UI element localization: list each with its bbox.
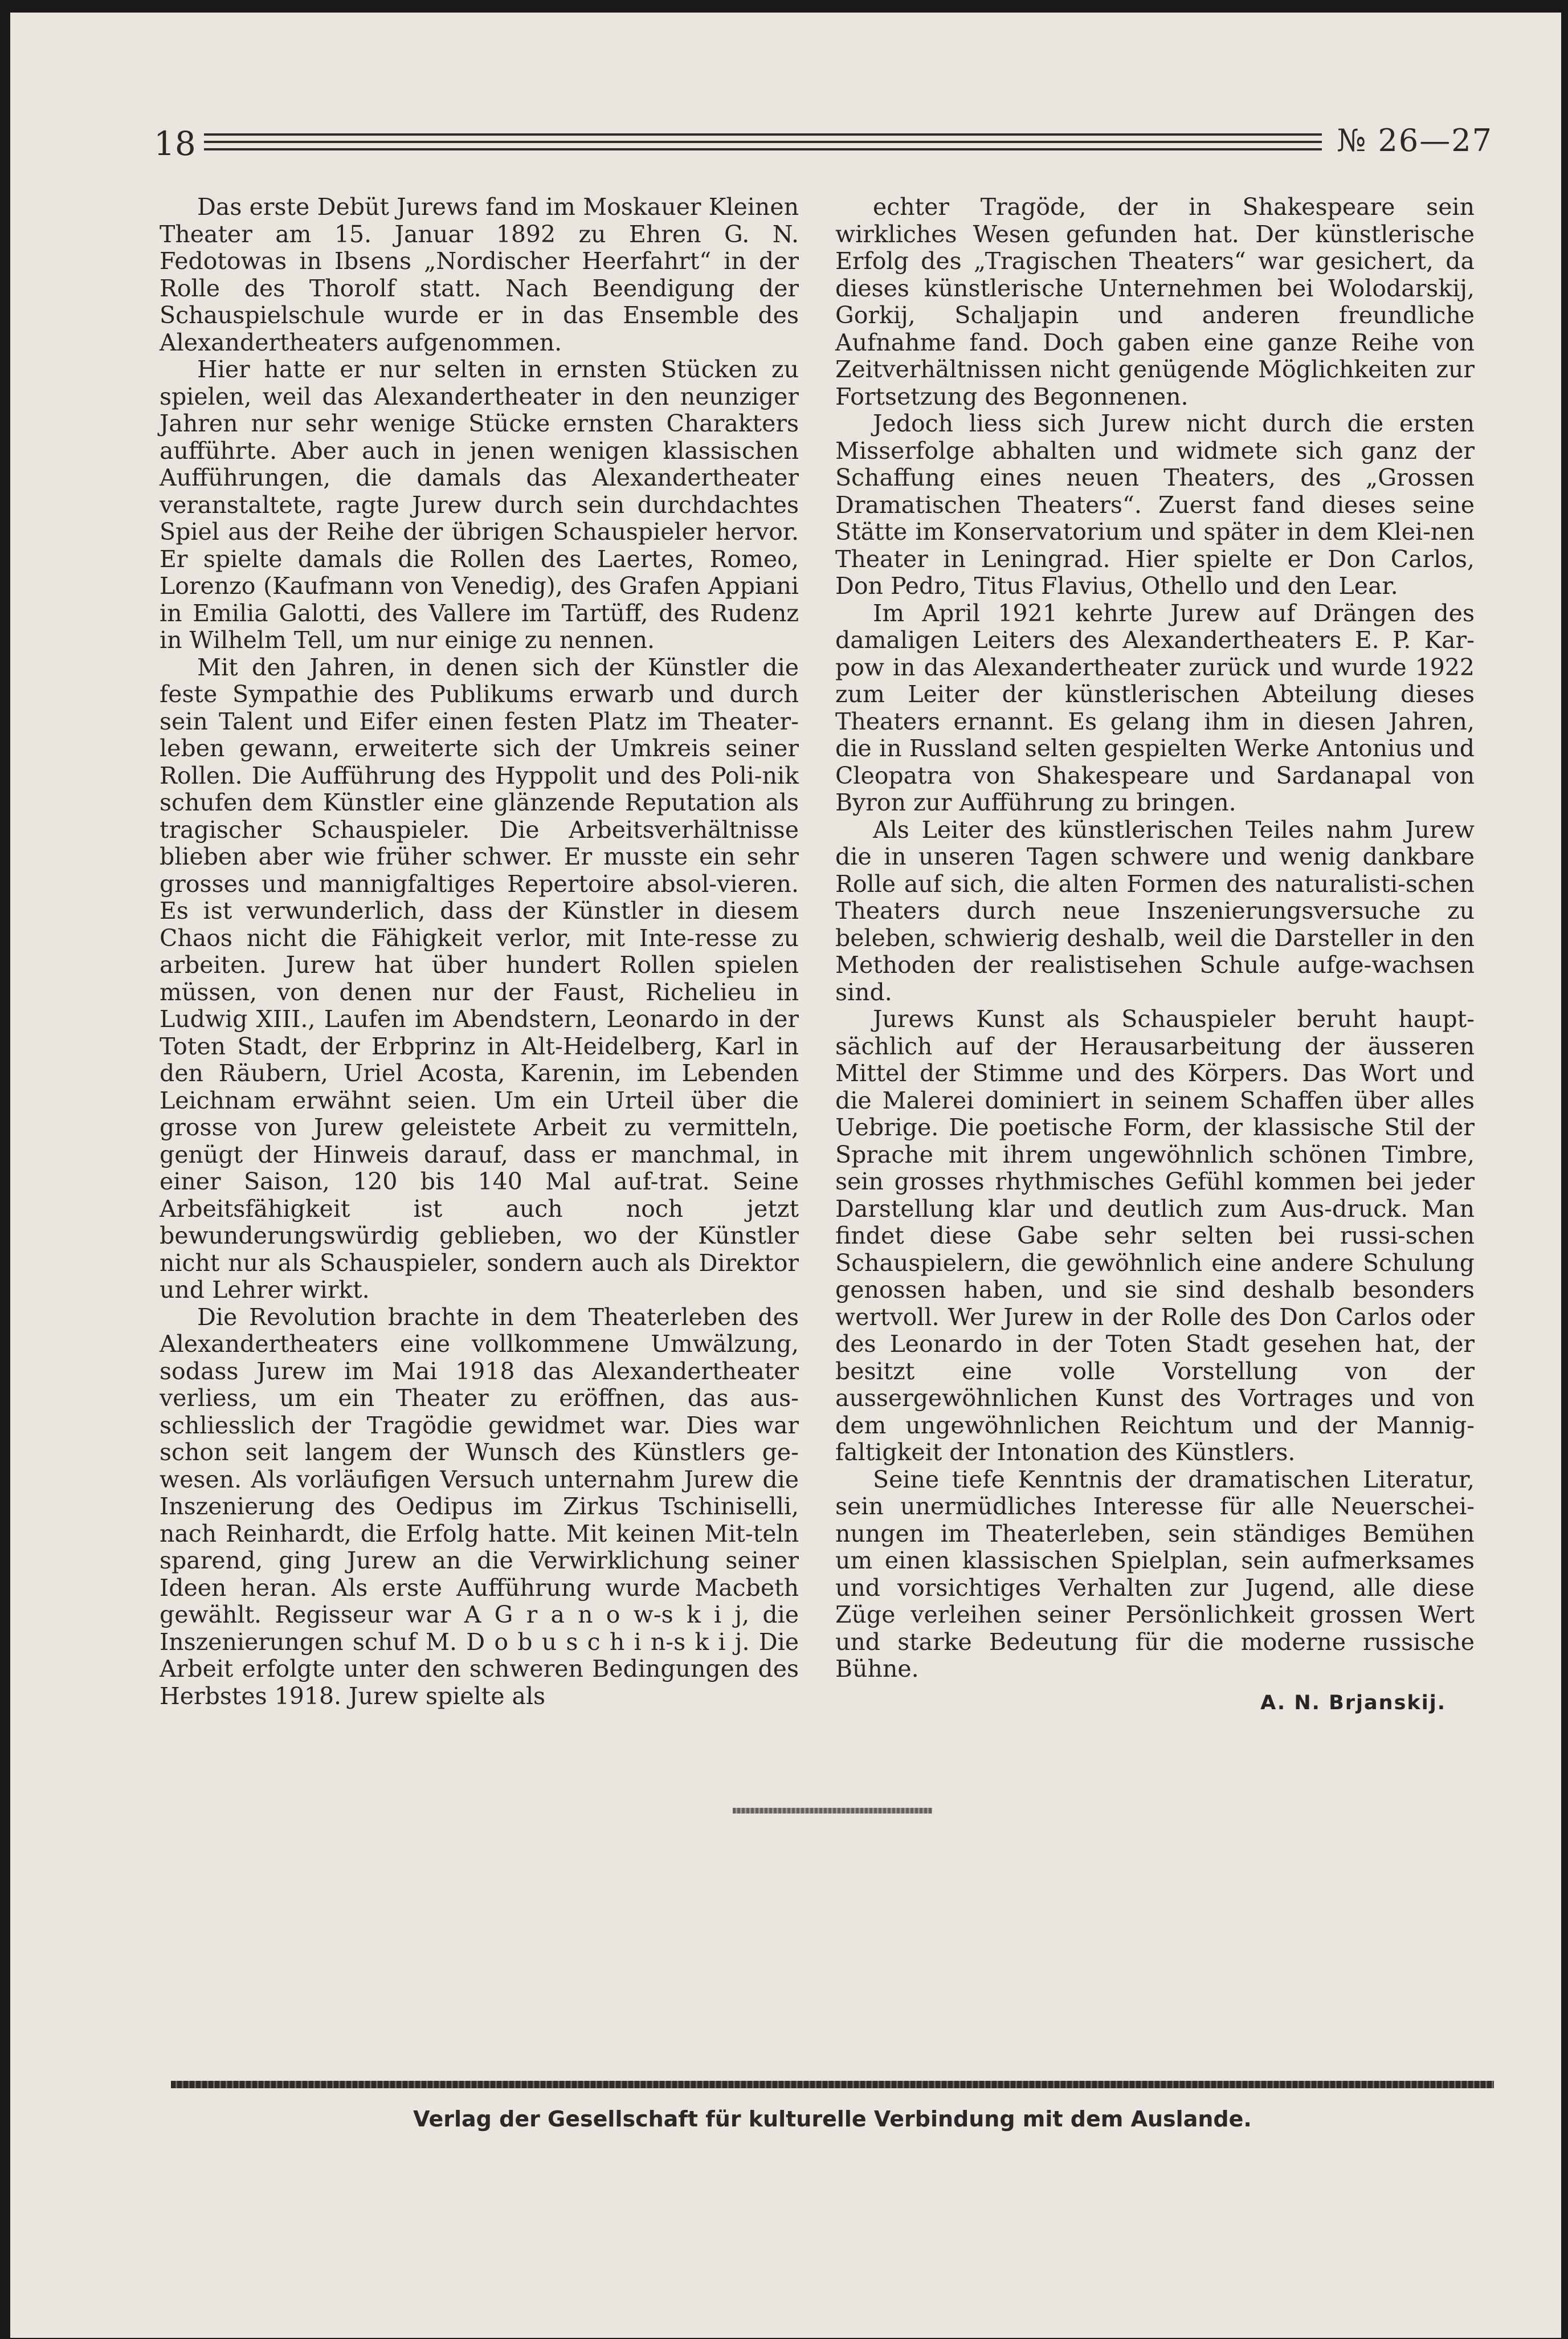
paragraph: Das erste Debüt Jurews fand im Moskauer Kleinen Theater am 15. Januar 1892 zu Ehren G. N. Fedotowas in Ibsens „Nordischer Heerfahrt“ in der Rolle des Thorolf statt. Nach Beendigung der Schauspielschule wurde er in das Ensemble des Alexandertheaters aufgenommen. — [160, 193, 799, 356]
page-number: 18 — [154, 124, 196, 163]
author-signature: A. N. Brjanskij. — [1260, 1691, 1446, 1714]
page-header — [154, 121, 1493, 166]
paragraph: Mit den Jahren, in denen sich der Künstler die feste Sympathie des Publikums erwarb und durch sein Talent und Eifer einen festen Platz im Theater-leben gewann, erweiterte sich der Umkreis seiner Rollen. Die Aufführung des Hyppolit und des Poli-nik schufen dem Künstler eine glänzende Reputation als tragischer Schauspieler. Die Arbeitsverhältnisse blieben aber wie früher schwer. Er musste ein sehr grosses und mannigfaltiges Repertoire absol-vieren. Es ist verwunderlich, dass der Künstler in diesem Chaos nicht die Fähigkeit verlor, mit Inte-resse zu arbeiten. Jurew hat über hundert Rollen spielen müssen, von denen nur der Faust, Richelieu in Ludwig XIII., Laufen im Abendstern, Leonardo in der Toten Stadt, der Erbprinz in Alt-Heidelberg, Karl in den Räubern, Uriel Acosta, Karenin, im Lebenden Leichnam erwähnt seien. Um ein Urteil über die grosse von Jurew geleistete Arbeit zu vermitteln, genügt der Hinweis darauf, dass er manchmal, in einer Saison, 120 bis 140 Mal auf-trat. Seine Arbeitsfähigkeit ist auch noch jetzt bewunderungswürdig geblieben, wo der Künstler nicht nur als Schauspieler, sondern auch als Direktor und Lehrer wirkt. — [160, 653, 799, 1303]
footer-rule — [171, 2081, 1494, 2088]
paragraph: Als Leiter des künstlerischen Teiles nahm Jurew die in unseren Tagen schwere und wenig dankbare Rolle auf sich, die alten Formen des naturalisti-schen Theaters durch neue Inszenierungsversuche zu beleben, schwierig deshalb, weil die Darsteller in den Methoden der realistisehen Schule aufge-wachsen sind. — [835, 816, 1475, 1006]
publisher-footer: Verlag der Gesellschaft für kulturelle Verbindung mit dem Auslande. — [413, 2106, 1252, 2132]
left-column — [160, 194, 799, 1710]
issue-number: № 26—27 — [1337, 123, 1493, 158]
document-page — [10, 13, 1561, 2338]
paragraph: Die Revolution brachte in dem Theaterleben des Alexandertheaters eine vollkommene Umwälzung, sodass Jurew im Mai 1918 das Alexandertheater verliess, um ein Theater zu eröffnen, das aus-schliesslich der Tragödie gewidmet war. Dies war schon seit langem der Wunsch des Künstlers ge-wesen. Als vorläufigen Versuch unternahm Jurew die Inszenierung des Oedipus im Zirkus Tschiniselli, nach Reinhardt, die Erfolg hatte. Mit keinen Mit-teln sparend, ging Jurew an die Verwirklichung seiner Ideen heran. Als erste Aufführung wurde Macbeth gewählt. Regisseur war A G r a n o w-s k i j, die Inszenierungen schuf M. D o b u s c h i n-s k i j. Die Arbeit erfolgte unter den schweren Bedingungen des Herbstes 1918. Jurew spielte als — [160, 1303, 799, 1710]
paragraph: echter Tragöde, der in Shakespeare sein wirkliches Wesen gefunden hat. Der künstlerische Erfolg des „Tragischen Theaters“ war gesichert, da dieses künstlerische Unternehmen bei Wolodarskij, Gorkij, Schaljapin und anderen freundliche Aufnahme fand. Doch gaben eine ganze Reihe von Zeitverhältnissen nicht genügende Möglichkeiten zur Fortsetzung des Begonnenen. — [835, 193, 1475, 410]
paragraph: Hier hatte er nur selten in ernsten Stücken zu spielen, weil das Alexandertheater in den neunziger Jahren nur sehr wenige Stücke ernsten Charakters aufführte. Aber auch in jenen wenigen klassischen Aufführungen, die damals das Alexandertheater veranstaltete, ragte Jurew durch sein durchdachtes Spiel aus der Reihe der übrigen Schauspieler hervor. Er spielte damals die Rollen des Laertes, Romeo, Lorenzo (Kaufmann von Venedig), des Grafen Appiani in Emilia Galotti, des Vallere im Tartüff, des Rudenz in Wilhelm Tell, um nur einige zu nennen. — [160, 356, 799, 654]
paragraph: Jedoch liess sich Jurew nicht durch die ersten Misserfolge abhalten und widmete sich ganz der Schaffung eines neuen Theaters, des „Grossen Dramatischen Theaters“. Zuerst fand dieses seine Stätte im Konservatorium und später in dem Klei-nen Theater in Leningrad. Hier spielte er Don Carlos, Don Pedro, Titus Flavius, Othello und den Lear. — [835, 410, 1475, 600]
paragraph: Seine tiefe Kenntnis der dramatischen Literatur, sein unermüdliches Interesse für alle Neuerschei-nungen im Theaterleben, sein ständiges Bemühen um einen klassischen Spielplan, sein aufmerksames und vorsichtiges Verhalten zur Jugend, alle diese Züge verleihen seiner Persönlichkeit grossen Wert und starke Bedeutung für die moderne russische Bühne. — [835, 1465, 1475, 1682]
right-column — [835, 194, 1475, 1717]
header-rule — [204, 133, 1322, 158]
section-divider — [733, 1808, 932, 1814]
paragraph: Im April 1921 kehrte Jurew auf Drängen des damaligen Leiters des Alexandertheaters E. P. Kar-pow in das Alexandertheater zurück und wurde 1922 zum Leiter der künstlerischen Abteilung dieses Theaters ernannt. Es gelang ihm in diesen Jahren, die in Russland selten gespielten Werke Antonius und Cleopatra von Shakespeare und Sardanapal von Byron zur Aufführung zu bringen. — [835, 599, 1475, 816]
paragraph: Jurews Kunst als Schauspieler beruht haupt-sächlich auf der Herausarbeitung der äusseren Mittel der Stimme und des Körpers. Das Wort und die Malerei dominiert in seinem Schaffen über alles Uebrige. Die poetische Form, der klassische Stil der Sprache mit ihrem ungewöhnlich schönen Timbre, sein grosses rhythmisches Gefühl kommen bei jeder Darstellung klar und deutlich zum Aus-druck. Man findet diese Gabe sehr selten bei russi-schen Schauspielern, die gewöhnlich eine andere Schulung genossen haben, und sie sind deshalb besonders wertvoll. Wer Jurew in der Rolle des Don Carlos oder des Leonardo in der Toten Stadt gesehen hat, der besitzt eine volle Vorstellung von der aussergewöhnlichen Kunst des Vortrages und von dem ungewöhnlichen Reichtum und der Mannig-faltigkeit der Intonation des Künstlers. — [835, 1005, 1475, 1466]
